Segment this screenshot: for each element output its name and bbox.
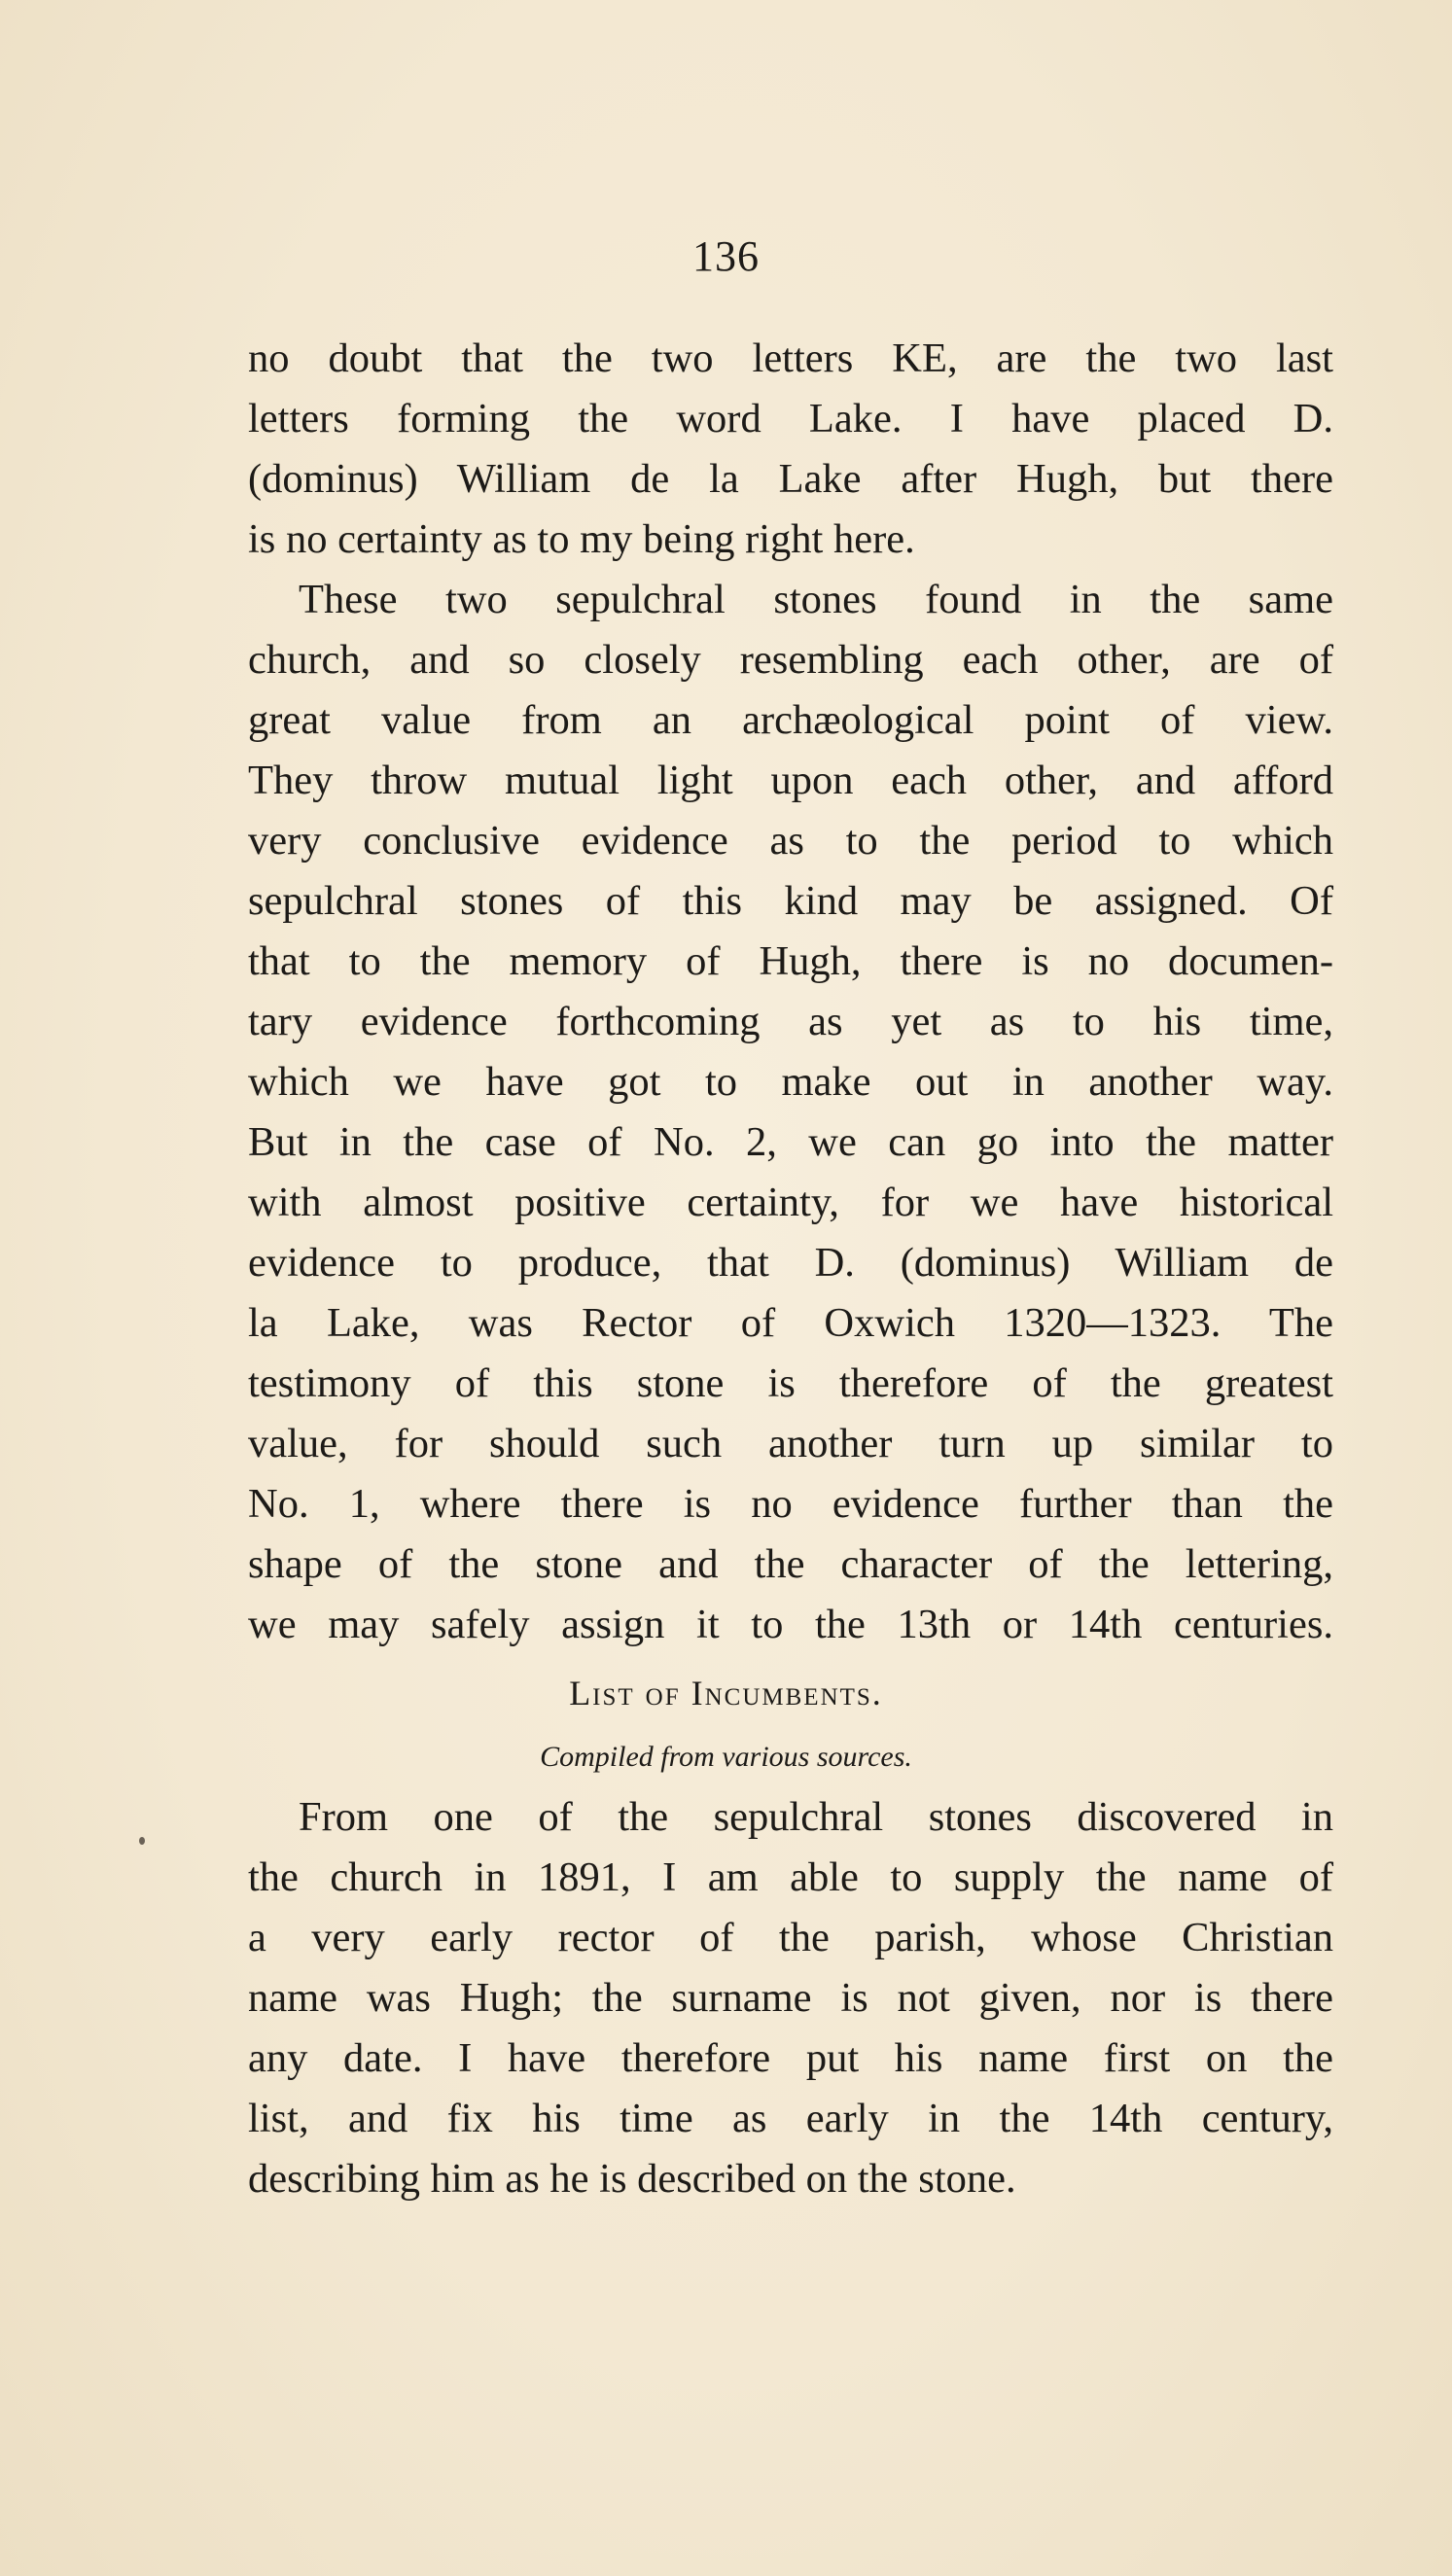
text-line: describing him as he is described on the stone. — [248, 2156, 1016, 2202]
text-line: They throw mutual light upon each other, and afford — [248, 758, 1333, 803]
text-line: no doubt that the two letters KE, are the two last — [248, 335, 1333, 381]
text-line: church, and so closely resembling each other, are of — [248, 637, 1333, 683]
text-line: is no certainty as to my being right here. — [248, 516, 915, 562]
text-line: sepulchral stones of this kind may be assigned. Of — [248, 878, 1333, 924]
text-line: great value from an archæological point of view. — [248, 697, 1333, 743]
text-line: These two sepulchral stones found in the same — [299, 577, 1333, 622]
section-subheading: Compiled from various sources. — [540, 1741, 912, 1773]
text-line: with almost positive certainty, for we have historical — [248, 1180, 1333, 1225]
text-line: name was Hugh; the surname is not given, nor is there — [248, 1975, 1333, 2021]
body-text-lower — [248, 1787, 1333, 2209]
text-line: tary evidence forthcoming as yet as to his time, — [248, 999, 1333, 1044]
text-line: any date. I have therefore put his name first on the — [248, 2035, 1333, 2081]
paper-speck — [139, 1837, 145, 1845]
text-line: value, for should such another turn up similar to — [248, 1421, 1333, 1466]
text-line: shape of the stone and the character of the lettering, — [248, 1541, 1333, 1587]
text-line: testimony of this stone is therefore of the greatest — [248, 1360, 1333, 1406]
text-line: very conclusive evidence as to the period to which — [248, 818, 1333, 864]
page-number: 136 — [692, 232, 760, 280]
text-line: list, and fix his time as early in the 14th century, — [248, 2096, 1333, 2141]
text-line: From one of the sepulchral stones discovered in — [299, 1794, 1333, 1840]
text-line: letters forming the word Lake. I have placed D. — [248, 396, 1333, 441]
text-line: (dominus) William de la Lake after Hugh, but there — [248, 456, 1333, 502]
text-line: the church in 1891, I am able to supply the name of — [248, 1854, 1333, 1900]
section-heading: List of Incumbents. — [569, 1674, 883, 1712]
text-line: la Lake, was Rector of Oxwich 1320—1323. The — [248, 1300, 1333, 1346]
text-line: No. 1, where there is no evidence further than the — [248, 1481, 1333, 1527]
text-line: a very early rector of the parish, whose Christian — [248, 1915, 1333, 1960]
text-line: evidence to produce, that D. (dominus) William de — [248, 1240, 1333, 1286]
text-line: that to the memory of Hugh, there is no documen- — [248, 938, 1333, 984]
text-line: we may safely assign it to the 13th or 14th centuries. — [248, 1602, 1333, 1647]
text-line: But in the case of No. 2, we can go into the matter — [248, 1119, 1333, 1165]
body-text-upper — [248, 329, 1333, 1655]
text-line: which we have got to make out in another way. — [248, 1059, 1333, 1105]
